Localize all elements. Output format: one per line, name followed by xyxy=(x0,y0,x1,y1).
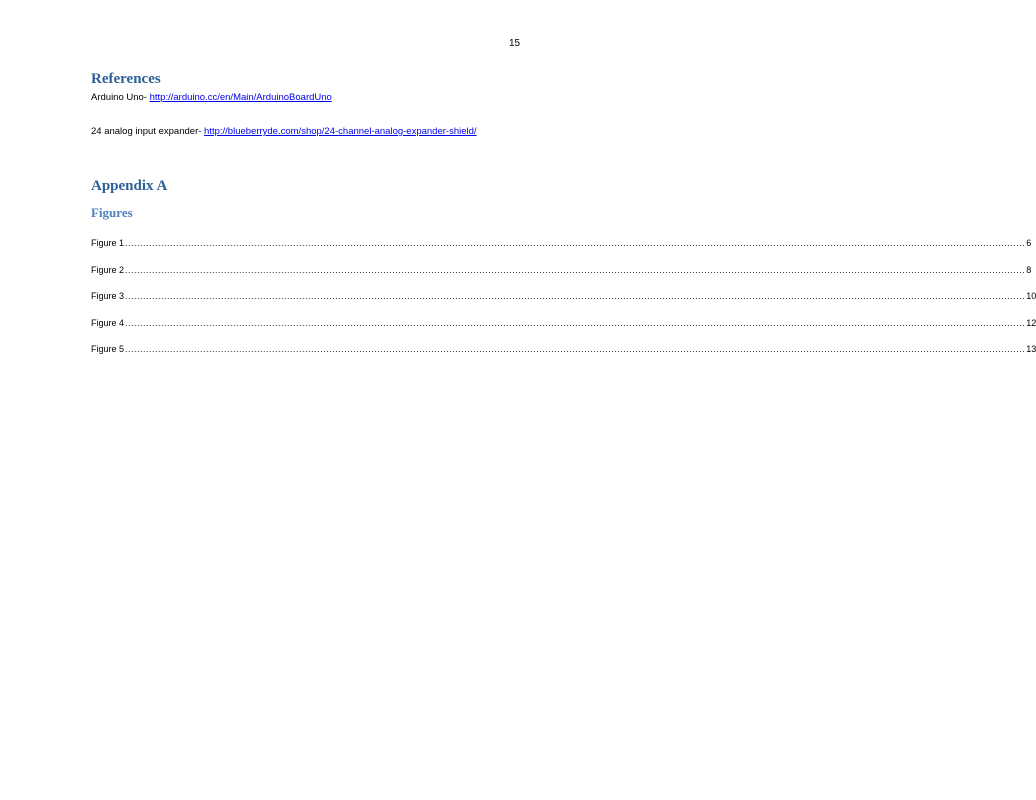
analog-expander-link[interactable]: http://blueberryde.com/shop/24-channel-analog-expander-shield/ xyxy=(204,126,477,137)
appendix-heading: Appendix A xyxy=(91,178,168,194)
toc-entry-figure-3[interactable] xyxy=(91,290,1036,302)
reference-prefix: 24 analog input expander- xyxy=(91,126,205,137)
toc-page-number: 12 xyxy=(1026,317,1036,328)
toc-page-number: 13 xyxy=(1026,344,1036,354)
toc-label: Figure 4 xyxy=(91,317,125,328)
page-content xyxy=(91,70,1036,370)
toc-dot-leader: ............................................................................................................................................................................................................................................................................................................ xyxy=(125,317,1026,328)
toc-entry-figure-1[interactable] xyxy=(91,237,1032,249)
toc-page-number: 6 xyxy=(1026,238,1032,248)
arduino-uno-link[interactable]: http://arduino.cc/en/Main/ArduinoBoardUno xyxy=(149,92,332,103)
toc-dot-leader: ............................................................................................................................................................................................................................................................................................................ xyxy=(125,264,1026,275)
reference-analog-expander xyxy=(91,126,528,138)
toc-dot-leader: ............................................................................................................................................................................................................................................................................................................ xyxy=(125,344,1026,354)
toc-page-number: 8 xyxy=(1026,264,1032,275)
toc-label: Figure 5 xyxy=(91,344,125,354)
toc-entry-figure-5[interactable] xyxy=(91,343,1036,355)
toc-page-number: 10 xyxy=(1026,291,1036,301)
references-heading: References xyxy=(91,71,161,87)
toc-label: Figure 2 xyxy=(91,264,125,275)
toc-dot-leader: ............................................................................................................................................................................................................................................................................................................ xyxy=(125,291,1026,301)
reference-arduino-uno xyxy=(91,92,528,104)
figures-table-of-contents xyxy=(91,237,1036,355)
toc-entry-figure-4[interactable] xyxy=(91,317,1036,329)
page-number: 15 xyxy=(509,38,521,49)
figures-subheading: Figures xyxy=(91,205,133,220)
reference-prefix: Arduino Uno- xyxy=(91,92,150,103)
toc-entry-figure-2[interactable] xyxy=(91,264,1032,276)
toc-label: Figure 1 xyxy=(91,238,125,248)
toc-label: Figure 3 xyxy=(91,291,125,301)
toc-dot-leader: ............................................................................................................................................................................................................................................................................................................ xyxy=(125,238,1026,248)
